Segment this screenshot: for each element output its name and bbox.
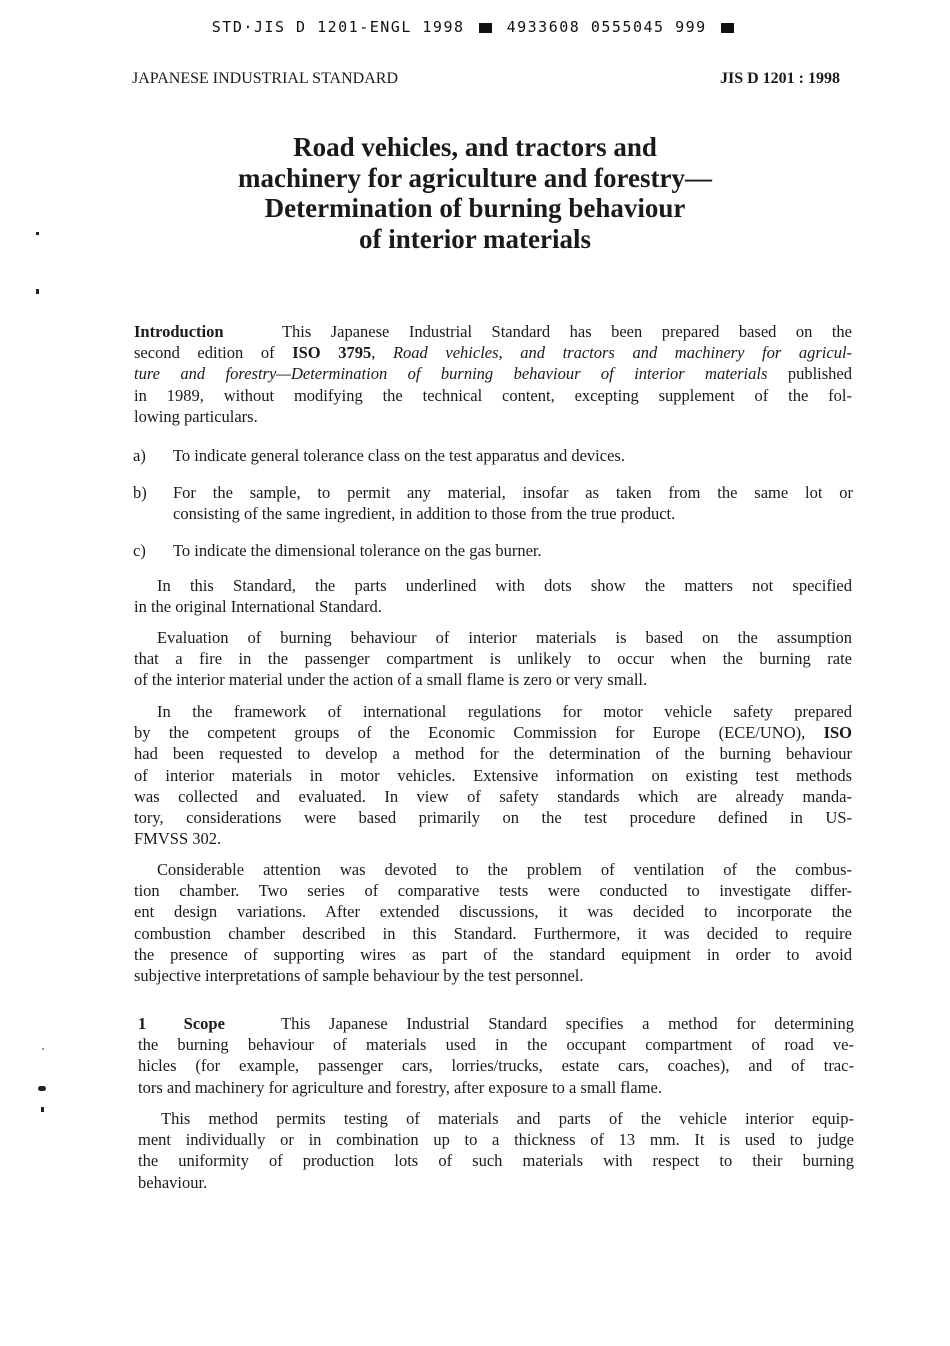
text-line: tory, considerations were based primarily on the test procedure defined in US- — [134, 808, 852, 828]
document-code-right: 4933608 0555045 999 — [506, 18, 707, 36]
text-line: combustion chamber described in this Standard. Furthermore, it was decided to require — [134, 923, 852, 943]
text-line: of interior materials in motor vehicles. Extensive information on existing test methods — [134, 765, 852, 785]
text-line: the presence of supporting wires as part of the standard equipment in order to avoid — [134, 944, 852, 964]
text-line: of the interior material under the action of a small flame is zero or very small. — [134, 670, 648, 690]
text-line: had been requested to develop a method for the determination of the burning behaviour — [134, 744, 852, 764]
text-fragment: Road vehicles, and tractors and machinery for agricul- — [392, 343, 853, 363]
text-line: Evaluation of burning behaviour of interior materials is based on the assumption — [157, 628, 852, 647]
scan-speck — [38, 1086, 46, 1091]
text-line: ent design variations. After extended discussions, it was decided to incorporate the — [134, 902, 852, 922]
text-line: To indicate the dimensional tolerance on the gas burner. — [173, 541, 542, 560]
text-line: in the original International Standard. — [134, 597, 382, 617]
text-line: FMVSS 302. — [134, 829, 222, 849]
title-line: of interior materials — [359, 223, 591, 254]
iso-reference: ISO 3795 — [292, 343, 372, 363]
paragraph — [134, 575, 852, 617]
title-line: Determination of burning behaviour — [264, 193, 686, 223]
text-line: the uniformity of production lots of such materials with respect to their burning — [138, 1151, 854, 1171]
text-line: hicles (for example, passenger cars, lorries/trucks, estate cars, coaches), and of trac- — [138, 1056, 854, 1076]
text-line: tors and machinery for agriculture and forestry, after exposure to a small flame. — [138, 1077, 662, 1097]
text-line: This method permits testing of materials and parts of the vehicle interior equip- — [161, 1109, 854, 1128]
iso-reference: ISO — [823, 723, 852, 743]
title-line: machinery for agriculture and forestry— — [238, 162, 712, 193]
text-line — [134, 321, 852, 342]
list-item — [173, 445, 853, 466]
text-line: behaviour. — [138, 1172, 208, 1192]
header-standard-name: JAPANESE INDUSTRIAL STANDARD — [132, 70, 398, 87]
text-line — [138, 1013, 854, 1034]
text-line: second edition of ISO 3795, Road vehicles, and tractors and machinery for agricul- — [134, 343, 853, 363]
list-item — [173, 540, 853, 561]
section-heading: Scope — [183, 1014, 225, 1033]
text-line — [134, 363, 852, 384]
title-line: Road vehicles, and tractors and — [293, 132, 657, 162]
text-fragment: by the competent groups of the Economic Commission for Europe (ECE/UNO), — [134, 723, 806, 743]
text-line — [134, 722, 852, 743]
text-line: was collected and evaluated. In view of safety standards which are already manda- — [134, 786, 852, 806]
text-line: Considerable attention was devoted to the problem of ventilation of the combus- — [157, 860, 852, 879]
paragraph — [134, 701, 852, 849]
paragraph — [134, 859, 852, 986]
scan-speck — [36, 232, 39, 235]
list-item-label: b) — [133, 483, 147, 502]
text-line: For the sample, to permit any material, insofar as taken from the same lot or — [173, 483, 853, 502]
text-fragment: published — [787, 364, 853, 384]
paragraph — [138, 1108, 854, 1193]
page-title — [0, 132, 950, 254]
text-fragment: This Japanese Industrial Standard specifies a method for determining — [281, 1014, 854, 1033]
document-code-left: STD·JIS D 1201-ENGL 1998 — [211, 18, 465, 36]
text-line: consisting of the same ingredient, in addition to those from the true product. — [173, 504, 676, 524]
introduction-paragraph — [134, 321, 852, 427]
text-line: subjective interpretations of sample behaviour by the test personnel. — [134, 966, 584, 986]
scan-speck — [36, 289, 39, 294]
black-square-icon — [721, 23, 734, 33]
header-standard-number: JIS D 1201 : 1998 — [719, 70, 840, 87]
text-fragment: ture and forestry—Determination of burning behaviour of interior materials — [134, 364, 768, 384]
text-line: ment individually or in combination up to a thickness of 13 mm. It is used to judge — [138, 1130, 854, 1150]
text-line: that a fire in the passenger compartment is unlikely to occur when the burning rate — [134, 649, 852, 669]
text-line: in 1989, without modifying the technical content, excepting supplement of the fol- — [134, 385, 852, 405]
paragraph — [134, 627, 852, 691]
list-item-label: c) — [133, 541, 146, 560]
list-item — [173, 482, 853, 524]
text-line: In this Standard, the parts underlined with dots show the matters not specified — [157, 576, 852, 595]
text-fragment: This Japanese Industrial Standard has been prepared based on the — [281, 322, 852, 341]
black-square-icon — [479, 23, 492, 33]
section-number: 1 — [138, 1014, 147, 1033]
list-item-label: a) — [133, 446, 146, 465]
text-line: In the framework of international regulations for motor vehicle safety prepared — [157, 702, 852, 721]
scope-section — [138, 1013, 854, 1098]
scan-speck — [41, 1107, 44, 1112]
introduction-heading: Introduction — [134, 322, 224, 341]
document-code-line — [0, 18, 950, 36]
text-line: lowing particulars. — [134, 406, 258, 426]
text-fragment: second edition of — [134, 343, 275, 363]
scan-speck — [42, 1048, 44, 1050]
text-line: tion chamber. Two series of comparative tests were conducted to investigate differ- — [134, 881, 852, 901]
text-line: To indicate general tolerance class on the test apparatus and devices. — [173, 446, 625, 465]
text-line: the burning behaviour of materials used in the occupant compartment of road ve- — [138, 1035, 854, 1055]
